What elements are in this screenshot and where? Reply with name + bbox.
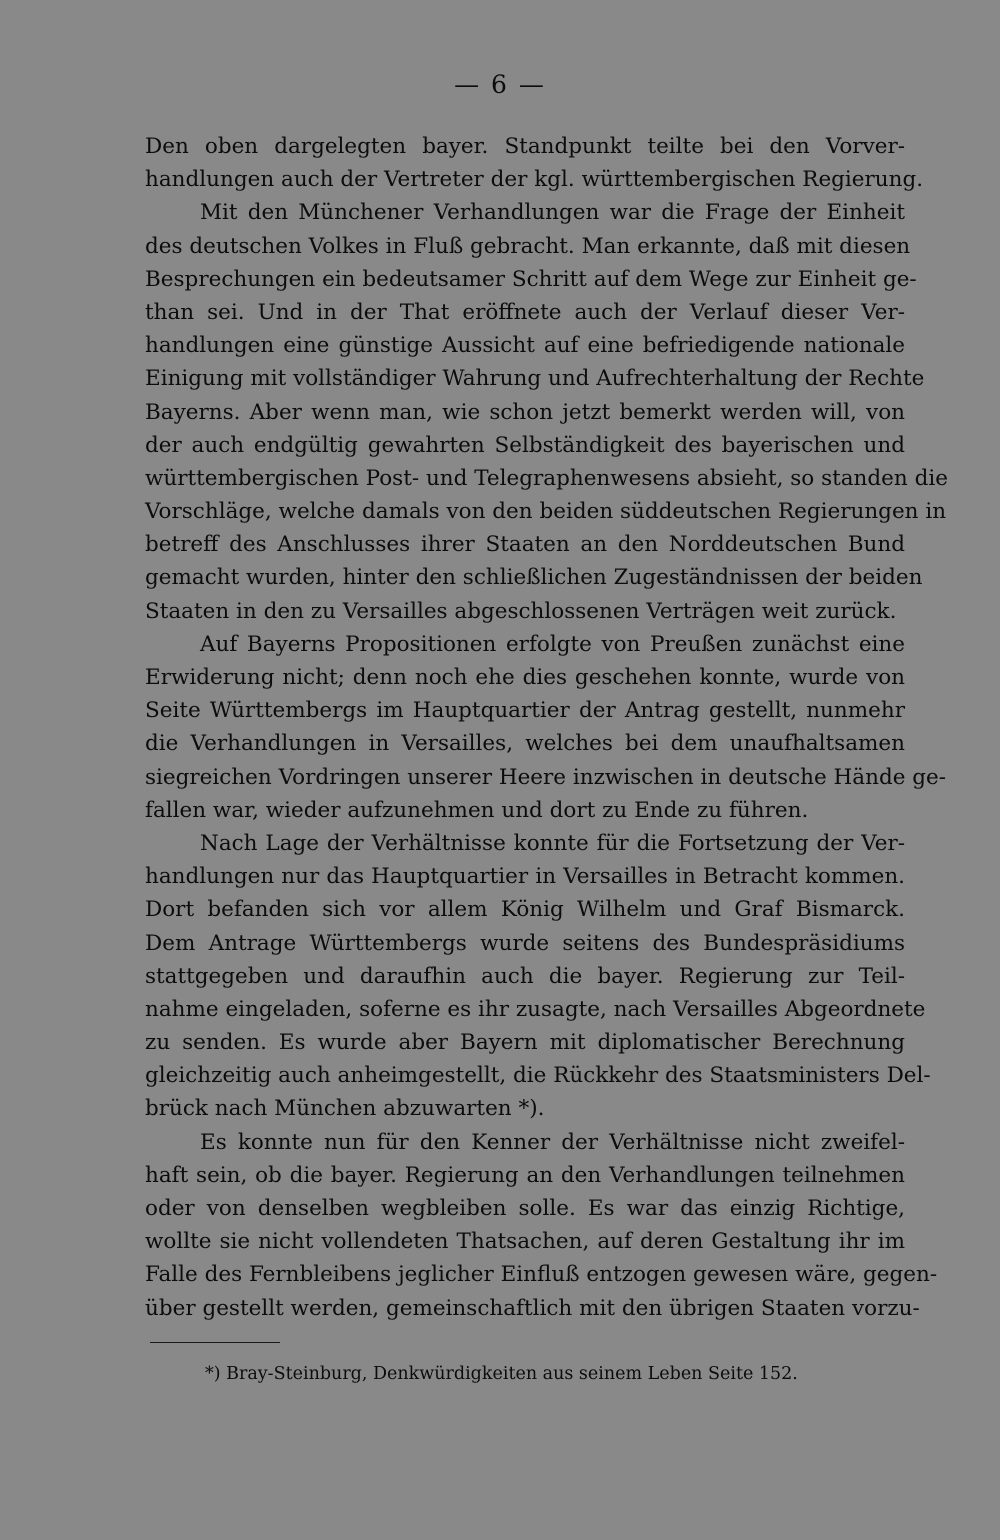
text-line: Seite Württembergs im Hauptquartier der Antrag gestellt, nunmehr [145,698,905,724]
text-line: Dem Antrage Württembergs wurde seitens des Bundespräsidiums [145,930,905,956]
paragraph-start-line: Mit den Münchener Verhandlungen war die Frage der Einheit [200,200,905,226]
text-line: die Verhandlungen in Versailles, welches bei dem unaufhaltsamen [145,731,905,757]
text-line: Falle des Fernbleibens jeglicher Einfluß entzogen gewesen wäre, gegen- [145,1262,938,1288]
text-line: des deutschen Volkes in Fluß gebracht. Man erkannte, daß mit diesen [145,233,911,259]
text-line: wollte sie nicht vollendeten Thatsachen, auf deren Gestaltung ihr im [145,1229,905,1255]
text-line: handlungen auch der Vertreter der kgl. württembergischen Regierung. [145,167,924,193]
text-line: stattgegeben und daraufhin auch die bayer. Regierung zur Teil- [145,963,905,989]
text-line: der auch endgültig gewahrten Selbständigkeit des bayerischen und [145,432,905,458]
text-line: Erwiderung nicht; denn noch ehe dies geschehen konnte, wurde von [145,665,905,690]
text-line: than sei. Und in der That eröffnete auch der Verlauf dieser Ver- [145,299,905,325]
text-line: württembergischen Post- und Telegraphenwesens absieht, so standen die [145,465,948,491]
text-line: handlungen eine günstige Aussicht auf eine befriedigende nationale [145,333,905,359]
text-line: haft sein, ob die bayer. Regierung an den Verhandlungen teilnehmen [145,1162,905,1188]
text-line: Den oben dargelegten bayer. Standpunkt teilte bei den Vorver- [145,134,905,159]
text-line: handlungen nur das Hauptquartier in Versailles in Betracht kommen. [145,864,905,890]
text-line: über gestellt werden, gemeinschaftlich mit den übrigen Staaten vorzu- [145,1295,920,1321]
footnote: *) Bray-Steinburg, Denkwürdigkeiten aus seinem Leben Seite 152. [205,1364,798,1384]
page-number: — 6 — [454,70,546,99]
paragraph-start-line: Auf Bayerns Propositionen erfolgte von Preußen zunächst eine [200,631,905,657]
text-line: zu senden. Es wurde aber Bayern mit diplomatischer Berechnung [145,1030,905,1056]
text-line: nahme eingeladen, soferne es ihr zusagte, nach Versailles Abgeordnete [145,996,926,1022]
text-line: fallen war, wieder aufzunehmen und dort zu Ende zu führen. [145,797,809,823]
footnote-divider [150,1342,280,1343]
text-line: betreff des Anschlusses ihrer Staaten an den Norddeutschen Bund [145,532,905,558]
text-line: Einigung mit vollständiger Wahrung und Aufrechterhaltung der Rechte [145,366,925,392]
text-line: Staaten in den zu Versailles abgeschlossenen Verträgen weit zurück. [145,598,897,624]
text-line: Besprechungen ein bedeutsamer Schritt auf dem Wege zur Einheit ge- [145,266,917,292]
text-line: Vorschläge, welche damals von den beiden süddeutschen Regierungen in [145,499,947,525]
text-line: siegreichen Vordringen unserer Heere inzwischen in deutsche Hände ge- [145,764,947,790]
paragraph-start-line: Es konnte nun für den Kenner der Verhältnisse nicht zweifel- [200,1129,905,1155]
text-line: gleichzeitig auch anheimgestellt, die Rückkehr des Staatsministers Del- [145,1063,931,1089]
text-line: brück nach München abzuwarten *). [145,1096,545,1122]
text-line: Dort befanden sich vor allem König Wilhelm und Graf Bismarck. [145,897,905,923]
text-line: Bayerns. Aber wenn man, wie schon jetzt bemerkt werden will, von [145,399,905,425]
text-line: gemacht wurden, hinter den schließlichen Zugeständnissen der beiden [145,565,923,591]
text-line: oder von denselben wegbleiben solle. Es war das einzig Richtige, [145,1196,905,1221]
body-text [145,130,948,1325]
paragraph-start-line: Nach Lage der Verhältnisse konnte für die Fortsetzung der Ver- [200,830,905,856]
